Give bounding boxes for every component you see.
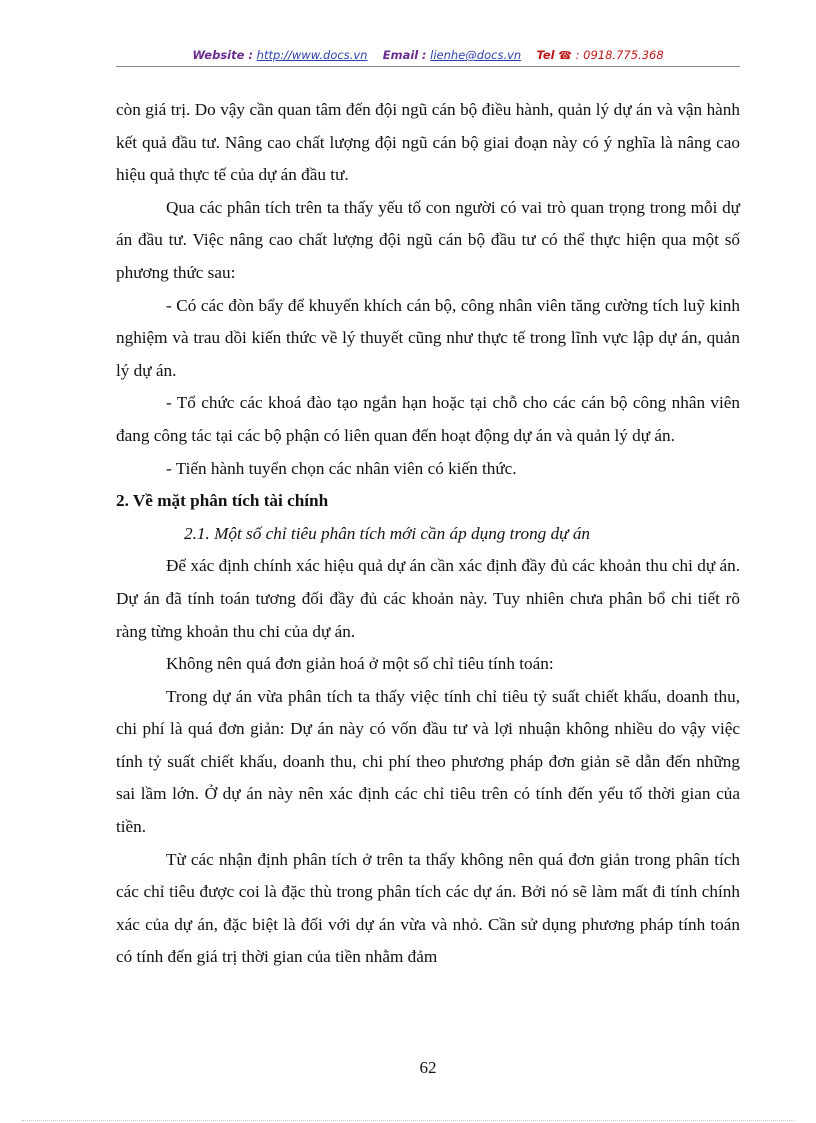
bullet-item-1: - Có các đòn bẩy để khuyến khích cán bộ, công nhân viên tăng cường tích luỹ kinh nghiệm và trau dồi kiến thức về lý thuyết cũng như thực tế trong lĩnh vực lập dự án, quản lý dự án.: [116, 295, 740, 380]
paragraph-6: Từ các nhận định phân tích ở trên ta thấy không nên quá đơn giản trong phân tích các chỉ tiêu được coi là đặc thù trong phân tích các dự án. Bởi nó sẽ làm mất đi tính chính xác của dự án, đặc biệt là đối với dự án vừa và nhỏ. Cần sử dụng phương pháp tính toán có tính đến giá trị thời gian của tiền nhằm đảm: [116, 849, 740, 967]
tel-block: [537, 48, 664, 62]
tel-separator: :: [575, 48, 580, 62]
tel-number: 0918.775.368: [583, 48, 664, 62]
email-link[interactable]: lienhe@docs.vn: [430, 48, 522, 62]
footer-divider: [22, 1120, 794, 1121]
section-heading: 2. Về mặt phân tích tài chính: [116, 491, 329, 511]
bullet-item-2: - Tổ chức các khoá đào tạo ngắn hạn hoặc tại chỗ cho các cán bộ công nhân viên đang công tác tại các bộ phận có liên quan đến hoạt động dự án và quản lý dự án.: [116, 393, 740, 445]
website-link[interactable]: http://www.docs.vn: [256, 48, 368, 62]
bullet-item-3: - Tiến hành tuyển chọn các nhân viên có kiến thức.: [166, 458, 517, 478]
paragraph-4: Không nên quá đơn giản hoá ở một số chỉ tiêu tính toán:: [166, 654, 554, 674]
paragraph-2: Qua các phân tích trên ta thấy yếu tố con người có vai trò quan trọng trong mỗi dự án đầu tư. Việc nâng cao chất lượng đội ngũ cán bộ đầu tư có thể thực hiện qua một số phương thức sau:: [116, 197, 740, 282]
email-separator: :: [421, 48, 427, 62]
phone-icon: ☎: [558, 49, 572, 62]
document-body: [116, 94, 740, 974]
email-label: Email: [382, 48, 419, 62]
website-label: Website :: [192, 48, 254, 62]
page-header: [116, 47, 740, 64]
paragraph-5: Trong dự án vừa phân tích ta thấy việc tính chỉ tiêu tỷ suất chiết khấu, doanh thu, chi phí là quá đơn giản: Dự án này có vốn đầu tư và lợi nhuận không nhiều do vậy việc tính tỷ suất chiết khấu, doanh thu, chi phí theo phương pháp đơn giản sẽ dẫn đến những sai lầm lớn. Ở dự án này nên xác định các chỉ tiêu trên có tính đến yếu tố thời gian của tiền.: [116, 686, 740, 837]
header-divider: [116, 66, 740, 67]
tel-label: Tel: [536, 48, 555, 62]
paragraph-3: Để xác định chính xác hiệu quả dự án cần xác định đầy đủ các khoản thu chi dự án. Dự án đã tính toán tương đối đầy đủ các khoản này. Tuy nhiên chưa phân bổ chi tiết rõ ràng từng khoản thu chi của dự án.: [116, 556, 740, 641]
page-number: 62: [419, 1058, 437, 1077]
paragraph-1: còn giá trị. Do vậy cần quan tâm đến đội ngũ cán bộ điều hành, quản lý dự án và vận hành kết quả đầu tư. Nâng cao chất lượng đội ngũ cán bộ giai đoạn này có ý nghĩa là nâng cao hiệu quả thực tế của dự án đầu tư.: [116, 100, 740, 185]
subsection-heading: 2.1. Một số chỉ tiêu phân tích mới cần áp dụng trong dự án: [184, 523, 591, 543]
